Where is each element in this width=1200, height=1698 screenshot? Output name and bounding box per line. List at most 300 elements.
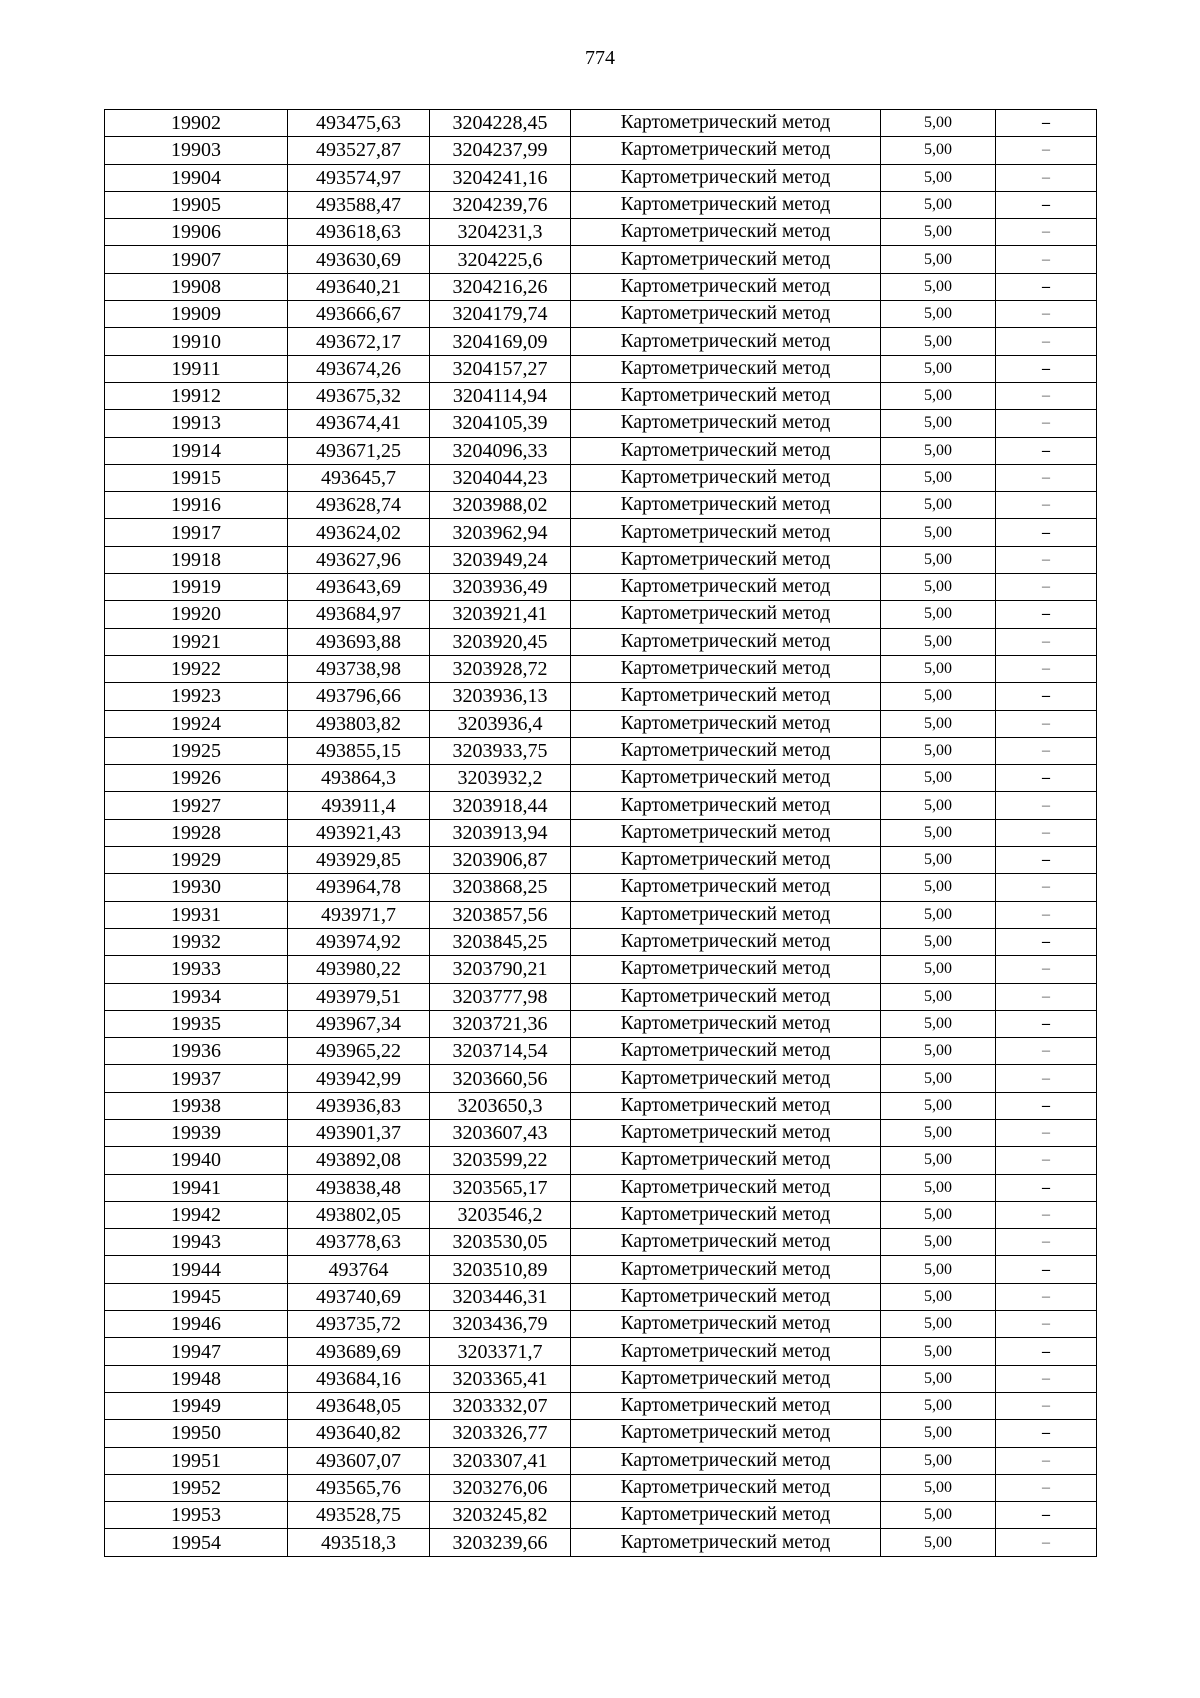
- accuracy-cell: 5,00: [881, 1502, 996, 1529]
- y-coordinate-cell: 3204237,99: [430, 137, 571, 164]
- table-row: [105, 301, 1097, 328]
- note-cell: –: [996, 574, 1097, 601]
- y-coordinate-cell: 3203857,56: [430, 901, 571, 928]
- y-coordinate-cell: 3203446,31: [430, 1283, 571, 1310]
- y-coordinate-cell: 3203845,25: [430, 928, 571, 955]
- accuracy-cell: 5,00: [881, 928, 996, 955]
- note-cell: –: [996, 110, 1097, 137]
- note-cell: –: [996, 1474, 1097, 1501]
- note-cell: –: [996, 983, 1097, 1010]
- table-row: [105, 601, 1097, 628]
- y-coordinate-cell: 3203962,94: [430, 519, 571, 546]
- table-row: [105, 546, 1097, 573]
- table-row: [105, 1447, 1097, 1474]
- x-coordinate-cell: 493666,67: [288, 301, 430, 328]
- x-coordinate-cell: 493645,7: [288, 464, 430, 491]
- accuracy-cell: 5,00: [881, 574, 996, 601]
- note-cell: –: [996, 1256, 1097, 1283]
- accuracy-cell: 5,00: [881, 956, 996, 983]
- point-number-cell: 19936: [105, 1038, 288, 1065]
- y-coordinate-cell: 3203932,2: [430, 765, 571, 792]
- note-cell: –: [996, 601, 1097, 628]
- table-row: [105, 1502, 1097, 1529]
- table-row: [105, 574, 1097, 601]
- method-cell: Картометрический метод: [571, 1420, 881, 1447]
- x-coordinate-cell: 493921,43: [288, 819, 430, 846]
- y-coordinate-cell: 3203714,54: [430, 1038, 571, 1065]
- coordinates-table: [104, 109, 1097, 1557]
- note-cell: –: [996, 1420, 1097, 1447]
- point-number-cell: 19925: [105, 737, 288, 764]
- method-cell: Картометрический метод: [571, 737, 881, 764]
- method-cell: Картометрический метод: [571, 1147, 881, 1174]
- y-coordinate-cell: 3203921,41: [430, 601, 571, 628]
- method-cell: Картометрический метод: [571, 1365, 881, 1392]
- method-cell: Картометрический метод: [571, 1447, 881, 1474]
- method-cell: Картометрический метод: [571, 191, 881, 218]
- note-cell: –: [996, 464, 1097, 491]
- table-row: [105, 273, 1097, 300]
- method-cell: Картометрический метод: [571, 683, 881, 710]
- y-coordinate-cell: 3203239,66: [430, 1529, 571, 1556]
- point-number-cell: 19920: [105, 601, 288, 628]
- y-coordinate-cell: 3203933,75: [430, 737, 571, 764]
- note-cell: –: [996, 956, 1097, 983]
- note-cell: –: [996, 1283, 1097, 1310]
- method-cell: Картометрический метод: [571, 819, 881, 846]
- table-row: [105, 164, 1097, 191]
- accuracy-cell: 5,00: [881, 765, 996, 792]
- y-coordinate-cell: 3203918,44: [430, 792, 571, 819]
- y-coordinate-cell: 3203913,94: [430, 819, 571, 846]
- note-cell: –: [996, 546, 1097, 573]
- x-coordinate-cell: 493672,17: [288, 328, 430, 355]
- note-cell: –: [996, 219, 1097, 246]
- method-cell: Картометрический метод: [571, 655, 881, 682]
- x-coordinate-cell: 493618,63: [288, 219, 430, 246]
- accuracy-cell: 5,00: [881, 1338, 996, 1365]
- note-cell: –: [996, 137, 1097, 164]
- point-number-cell: 19915: [105, 464, 288, 491]
- table-row: [105, 737, 1097, 764]
- accuracy-cell: 5,00: [881, 601, 996, 628]
- accuracy-cell: 5,00: [881, 1474, 996, 1501]
- table-row: [105, 1147, 1097, 1174]
- note-cell: –: [996, 191, 1097, 218]
- method-cell: Картометрический метод: [571, 1010, 881, 1037]
- accuracy-cell: 5,00: [881, 191, 996, 218]
- table-row: [105, 191, 1097, 218]
- accuracy-cell: 5,00: [881, 519, 996, 546]
- y-coordinate-cell: 3204114,94: [430, 382, 571, 409]
- table-row: [105, 219, 1097, 246]
- x-coordinate-cell: 493693,88: [288, 628, 430, 655]
- point-number-cell: 19941: [105, 1174, 288, 1201]
- y-coordinate-cell: 3203949,24: [430, 546, 571, 573]
- y-coordinate-cell: 3203928,72: [430, 655, 571, 682]
- accuracy-cell: 5,00: [881, 1392, 996, 1419]
- y-coordinate-cell: 3204228,45: [430, 110, 571, 137]
- y-coordinate-cell: 3203936,13: [430, 683, 571, 710]
- table-row: [105, 1010, 1097, 1037]
- accuracy-cell: 5,00: [881, 737, 996, 764]
- method-cell: Картометрический метод: [571, 765, 881, 792]
- note-cell: –: [996, 655, 1097, 682]
- accuracy-cell: 5,00: [881, 355, 996, 382]
- point-number-cell: 19940: [105, 1147, 288, 1174]
- accuracy-cell: 5,00: [881, 492, 996, 519]
- point-number-cell: 19905: [105, 191, 288, 218]
- method-cell: Картометрический метод: [571, 574, 881, 601]
- point-number-cell: 19952: [105, 1474, 288, 1501]
- method-cell: Картометрический метод: [571, 110, 881, 137]
- x-coordinate-cell: 493628,74: [288, 492, 430, 519]
- table-row: [105, 1474, 1097, 1501]
- x-coordinate-cell: 493674,41: [288, 410, 430, 437]
- point-number-cell: 19954: [105, 1529, 288, 1556]
- table-row: [105, 437, 1097, 464]
- point-number-cell: 19944: [105, 1256, 288, 1283]
- table-row: [105, 1338, 1097, 1365]
- y-coordinate-cell: 3203565,17: [430, 1174, 571, 1201]
- y-coordinate-cell: 3203436,79: [430, 1311, 571, 1338]
- point-number-cell: 19953: [105, 1502, 288, 1529]
- note-cell: –: [996, 1201, 1097, 1228]
- page-number: 774: [585, 47, 615, 69]
- note-cell: –: [996, 765, 1097, 792]
- point-number-cell: 19917: [105, 519, 288, 546]
- method-cell: Картометрический метод: [571, 1474, 881, 1501]
- y-coordinate-cell: 3203790,21: [430, 956, 571, 983]
- note-cell: –: [996, 1447, 1097, 1474]
- accuracy-cell: 5,00: [881, 273, 996, 300]
- x-coordinate-cell: 493684,16: [288, 1365, 430, 1392]
- table-row: [105, 792, 1097, 819]
- y-coordinate-cell: 3203365,41: [430, 1365, 571, 1392]
- point-number-cell: 19950: [105, 1420, 288, 1447]
- table-row: [105, 1174, 1097, 1201]
- y-coordinate-cell: 3204216,26: [430, 273, 571, 300]
- point-number-cell: 19904: [105, 164, 288, 191]
- accuracy-cell: 5,00: [881, 410, 996, 437]
- method-cell: Картометрический метод: [571, 410, 881, 437]
- x-coordinate-cell: 493528,75: [288, 1502, 430, 1529]
- method-cell: Картометрический метод: [571, 1119, 881, 1146]
- table-row: [105, 410, 1097, 437]
- method-cell: Картометрический метод: [571, 519, 881, 546]
- point-number-cell: 19908: [105, 273, 288, 300]
- x-coordinate-cell: 493640,21: [288, 273, 430, 300]
- table-row: [105, 1365, 1097, 1392]
- y-coordinate-cell: 3203546,2: [430, 1201, 571, 1228]
- method-cell: Картометрический метод: [571, 1311, 881, 1338]
- method-cell: Картометрический метод: [571, 928, 881, 955]
- x-coordinate-cell: 493980,22: [288, 956, 430, 983]
- accuracy-cell: 5,00: [881, 1010, 996, 1037]
- x-coordinate-cell: 493911,4: [288, 792, 430, 819]
- point-number-cell: 19927: [105, 792, 288, 819]
- x-coordinate-cell: 493967,34: [288, 1010, 430, 1037]
- method-cell: Картометрический метод: [571, 1502, 881, 1529]
- y-coordinate-cell: 3204231,3: [430, 219, 571, 246]
- point-number-cell: 19942: [105, 1201, 288, 1228]
- point-number-cell: 19931: [105, 901, 288, 928]
- note-cell: –: [996, 246, 1097, 273]
- x-coordinate-cell: 493630,69: [288, 246, 430, 273]
- accuracy-cell: 5,00: [881, 301, 996, 328]
- accuracy-cell: 5,00: [881, 1038, 996, 1065]
- point-number-cell: 19947: [105, 1338, 288, 1365]
- y-coordinate-cell: 3203307,41: [430, 1447, 571, 1474]
- point-number-cell: 19911: [105, 355, 288, 382]
- x-coordinate-cell: 493796,66: [288, 683, 430, 710]
- method-cell: Картометрический метод: [571, 874, 881, 901]
- y-coordinate-cell: 3204105,39: [430, 410, 571, 437]
- method-cell: Картометрический метод: [571, 219, 881, 246]
- y-coordinate-cell: 3203660,56: [430, 1065, 571, 1092]
- method-cell: Картометрический метод: [571, 792, 881, 819]
- note-cell: –: [996, 819, 1097, 846]
- method-cell: Картометрический метод: [571, 1174, 881, 1201]
- x-coordinate-cell: 493929,85: [288, 847, 430, 874]
- note-cell: –: [996, 1392, 1097, 1419]
- y-coordinate-cell: 3203988,02: [430, 492, 571, 519]
- point-number-cell: 19933: [105, 956, 288, 983]
- y-coordinate-cell: 3203777,98: [430, 983, 571, 1010]
- y-coordinate-cell: 3204044,23: [430, 464, 571, 491]
- table-row: [105, 110, 1097, 137]
- table-row: [105, 874, 1097, 901]
- y-coordinate-cell: 3203332,07: [430, 1392, 571, 1419]
- table-row: [105, 355, 1097, 382]
- table-row: [105, 1229, 1097, 1256]
- note-cell: –: [996, 1038, 1097, 1065]
- x-coordinate-cell: 493936,83: [288, 1092, 430, 1119]
- y-coordinate-cell: 3204169,09: [430, 328, 571, 355]
- x-coordinate-cell: 493971,7: [288, 901, 430, 928]
- table-row: [105, 1420, 1097, 1447]
- accuracy-cell: 5,00: [881, 792, 996, 819]
- point-number-cell: 19934: [105, 983, 288, 1010]
- point-number-cell: 19916: [105, 492, 288, 519]
- accuracy-cell: 5,00: [881, 1283, 996, 1310]
- x-coordinate-cell: 493735,72: [288, 1311, 430, 1338]
- point-number-cell: 19929: [105, 847, 288, 874]
- y-coordinate-cell: 3204157,27: [430, 355, 571, 382]
- note-cell: –: [996, 1092, 1097, 1119]
- x-coordinate-cell: 493964,78: [288, 874, 430, 901]
- point-number-cell: 19918: [105, 546, 288, 573]
- y-coordinate-cell: 3203906,87: [430, 847, 571, 874]
- accuracy-cell: 5,00: [881, 464, 996, 491]
- accuracy-cell: 5,00: [881, 628, 996, 655]
- point-number-cell: 19906: [105, 219, 288, 246]
- x-coordinate-cell: 493979,51: [288, 983, 430, 1010]
- x-coordinate-cell: 493527,87: [288, 137, 430, 164]
- x-coordinate-cell: 493565,76: [288, 1474, 430, 1501]
- table-row: [105, 683, 1097, 710]
- point-number-cell: 19922: [105, 655, 288, 682]
- point-number-cell: 19926: [105, 765, 288, 792]
- method-cell: Картометрический метод: [571, 847, 881, 874]
- accuracy-cell: 5,00: [881, 1529, 996, 1556]
- point-number-cell: 19913: [105, 410, 288, 437]
- accuracy-cell: 5,00: [881, 1065, 996, 1092]
- table-row: [105, 137, 1097, 164]
- x-coordinate-cell: 493901,37: [288, 1119, 430, 1146]
- note-cell: –: [996, 492, 1097, 519]
- point-number-cell: 19946: [105, 1311, 288, 1338]
- method-cell: Картометрический метод: [571, 1338, 881, 1365]
- table-row: [105, 492, 1097, 519]
- method-cell: Картометрический метод: [571, 1529, 881, 1556]
- table-row: [105, 847, 1097, 874]
- accuracy-cell: 5,00: [881, 1365, 996, 1392]
- x-coordinate-cell: 493892,08: [288, 1147, 430, 1174]
- table-row: [105, 819, 1097, 846]
- note-cell: –: [996, 928, 1097, 955]
- table-row: [105, 655, 1097, 682]
- y-coordinate-cell: 3203276,06: [430, 1474, 571, 1501]
- point-number-cell: 19910: [105, 328, 288, 355]
- note-cell: –: [996, 328, 1097, 355]
- x-coordinate-cell: 493648,05: [288, 1392, 430, 1419]
- x-coordinate-cell: 493627,96: [288, 546, 430, 573]
- y-coordinate-cell: 3204096,33: [430, 437, 571, 464]
- point-number-cell: 19903: [105, 137, 288, 164]
- x-coordinate-cell: 493838,48: [288, 1174, 430, 1201]
- y-coordinate-cell: 3203245,82: [430, 1502, 571, 1529]
- point-number-cell: 19912: [105, 382, 288, 409]
- table-row: [105, 1283, 1097, 1310]
- method-cell: Картометрический метод: [571, 137, 881, 164]
- accuracy-cell: 5,00: [881, 137, 996, 164]
- method-cell: Картометрический метод: [571, 246, 881, 273]
- note-cell: –: [996, 847, 1097, 874]
- method-cell: Картометрический метод: [571, 355, 881, 382]
- table-row: [105, 1119, 1097, 1146]
- point-number-cell: 19949: [105, 1392, 288, 1419]
- accuracy-cell: 5,00: [881, 1420, 996, 1447]
- accuracy-cell: 5,00: [881, 1447, 996, 1474]
- note-cell: –: [996, 301, 1097, 328]
- y-coordinate-cell: 3203936,49: [430, 574, 571, 601]
- table-row: [105, 1038, 1097, 1065]
- x-coordinate-cell: 493588,47: [288, 191, 430, 218]
- point-number-cell: 19937: [105, 1065, 288, 1092]
- x-coordinate-cell: 493942,99: [288, 1065, 430, 1092]
- accuracy-cell: 5,00: [881, 1147, 996, 1174]
- note-cell: –: [996, 355, 1097, 382]
- y-coordinate-cell: 3203721,36: [430, 1010, 571, 1037]
- accuracy-cell: 5,00: [881, 328, 996, 355]
- accuracy-cell: 5,00: [881, 1092, 996, 1119]
- method-cell: Картометрический метод: [571, 710, 881, 737]
- table-row: [105, 1392, 1097, 1419]
- accuracy-cell: 5,00: [881, 382, 996, 409]
- x-coordinate-cell: 493738,98: [288, 655, 430, 682]
- y-coordinate-cell: 3203868,25: [430, 874, 571, 901]
- y-coordinate-cell: 3203510,89: [430, 1256, 571, 1283]
- y-coordinate-cell: 3204241,16: [430, 164, 571, 191]
- method-cell: Картометрический метод: [571, 382, 881, 409]
- y-coordinate-cell: 3203920,45: [430, 628, 571, 655]
- x-coordinate-cell: 493965,22: [288, 1038, 430, 1065]
- y-coordinate-cell: 3203530,05: [430, 1229, 571, 1256]
- point-number-cell: 19907: [105, 246, 288, 273]
- table-row: [105, 1065, 1097, 1092]
- note-cell: –: [996, 382, 1097, 409]
- accuracy-cell: 5,00: [881, 819, 996, 846]
- x-coordinate-cell: 493574,97: [288, 164, 430, 191]
- table-row: [105, 1201, 1097, 1228]
- point-number-cell: 19914: [105, 437, 288, 464]
- note-cell: –: [996, 683, 1097, 710]
- point-number-cell: 19923: [105, 683, 288, 710]
- note-cell: –: [996, 1311, 1097, 1338]
- table-row: [105, 328, 1097, 355]
- point-number-cell: 19951: [105, 1447, 288, 1474]
- note-cell: –: [996, 1529, 1097, 1556]
- note-cell: –: [996, 1502, 1097, 1529]
- y-coordinate-cell: 3203650,3: [430, 1092, 571, 1119]
- accuracy-cell: 5,00: [881, 874, 996, 901]
- method-cell: Картометрический метод: [571, 1392, 881, 1419]
- x-coordinate-cell: 493764: [288, 1256, 430, 1283]
- point-number-cell: 19909: [105, 301, 288, 328]
- table-row: [105, 956, 1097, 983]
- table-row: [105, 901, 1097, 928]
- x-coordinate-cell: 493675,32: [288, 382, 430, 409]
- accuracy-cell: 5,00: [881, 1119, 996, 1146]
- accuracy-cell: 5,00: [881, 1201, 996, 1228]
- x-coordinate-cell: 493974,92: [288, 928, 430, 955]
- accuracy-cell: 5,00: [881, 164, 996, 191]
- table-row: [105, 628, 1097, 655]
- point-number-cell: 19935: [105, 1010, 288, 1037]
- accuracy-cell: 5,00: [881, 983, 996, 1010]
- accuracy-cell: 5,00: [881, 847, 996, 874]
- method-cell: Картометрический метод: [571, 546, 881, 573]
- accuracy-cell: 5,00: [881, 683, 996, 710]
- y-coordinate-cell: 3203607,43: [430, 1119, 571, 1146]
- accuracy-cell: 5,00: [881, 219, 996, 246]
- point-number-cell: 19945: [105, 1283, 288, 1310]
- method-cell: Картометрический метод: [571, 1256, 881, 1283]
- accuracy-cell: 5,00: [881, 110, 996, 137]
- accuracy-cell: 5,00: [881, 901, 996, 928]
- method-cell: Картометрический метод: [571, 601, 881, 628]
- method-cell: Картометрический метод: [571, 956, 881, 983]
- note-cell: –: [996, 901, 1097, 928]
- table-row: [105, 246, 1097, 273]
- method-cell: Картометрический метод: [571, 464, 881, 491]
- x-coordinate-cell: 493803,82: [288, 710, 430, 737]
- point-number-cell: 19943: [105, 1229, 288, 1256]
- x-coordinate-cell: 493607,07: [288, 1447, 430, 1474]
- table-row: [105, 519, 1097, 546]
- method-cell: Картометрический метод: [571, 492, 881, 519]
- method-cell: Картометрический метод: [571, 273, 881, 300]
- table-row: [105, 1529, 1097, 1556]
- x-coordinate-cell: 493674,26: [288, 355, 430, 382]
- accuracy-cell: 5,00: [881, 1174, 996, 1201]
- y-coordinate-cell: 3203371,7: [430, 1338, 571, 1365]
- point-number-cell: 19930: [105, 874, 288, 901]
- accuracy-cell: 5,00: [881, 1256, 996, 1283]
- note-cell: –: [996, 164, 1097, 191]
- point-number-cell: 19919: [105, 574, 288, 601]
